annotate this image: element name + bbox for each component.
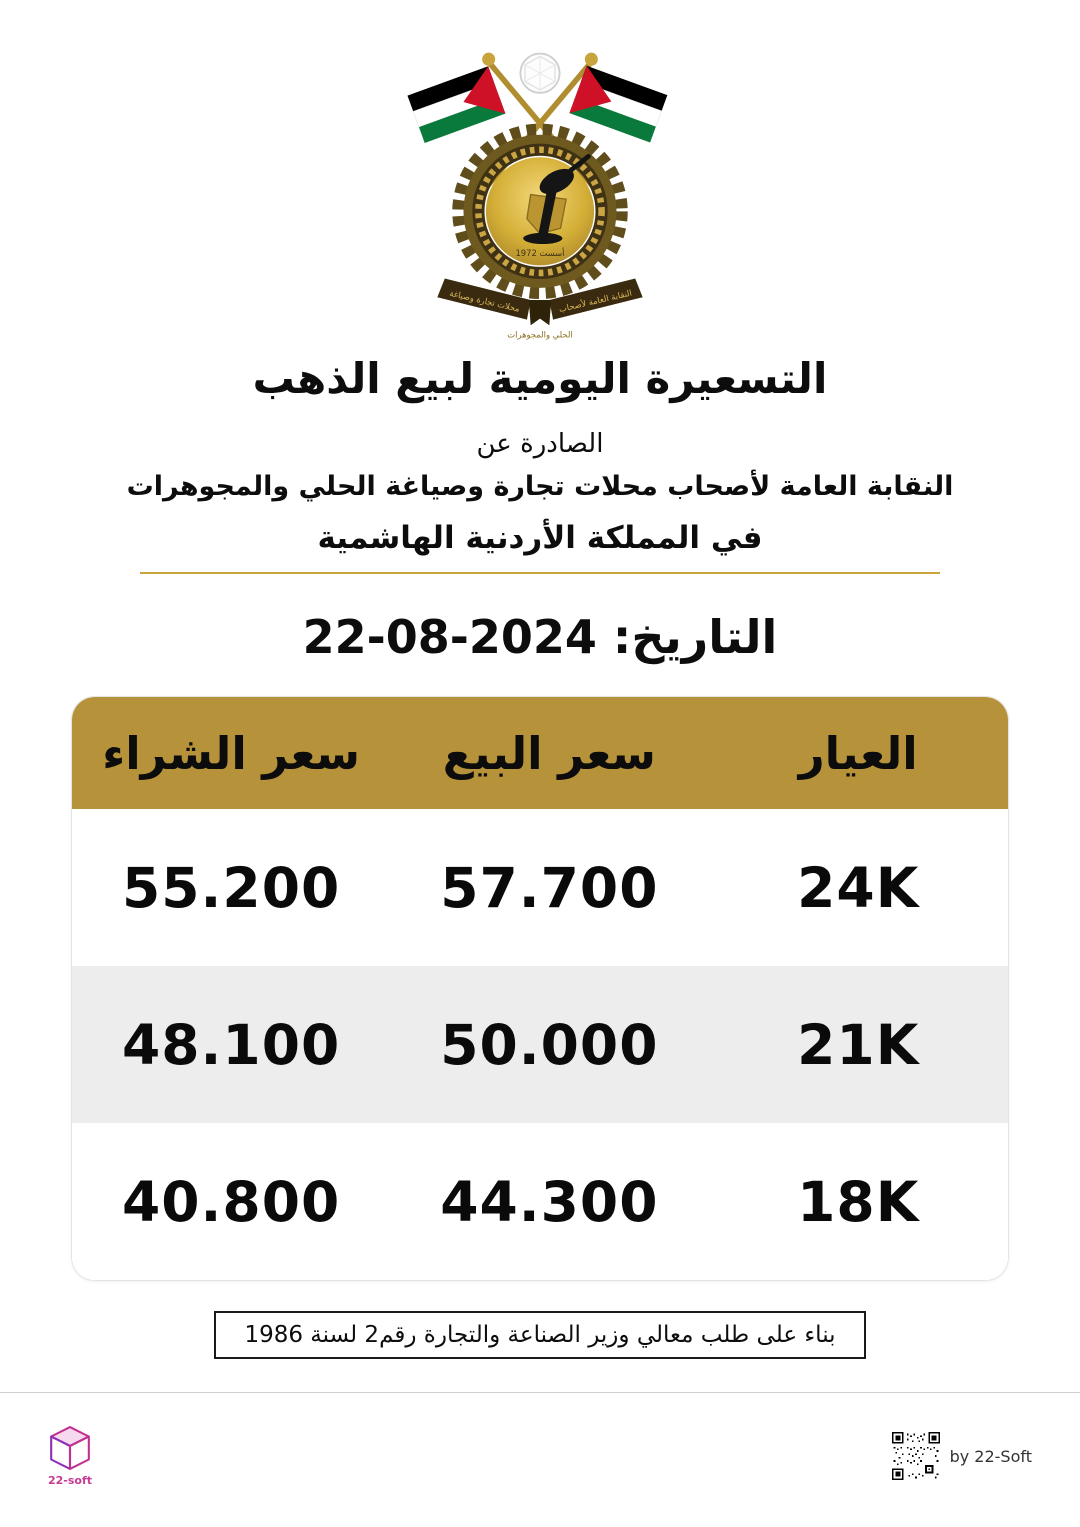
karat-value: 24K: [797, 855, 920, 920]
bottom-divider: [0, 1392, 1080, 1393]
karat-value: 21K: [797, 1012, 920, 1077]
page-title: التسعيرة اليومية لبيع الذهب: [252, 354, 828, 403]
ribbon-bottom-label: الحلي والمجوهرات: [507, 329, 573, 340]
ribbon-right-label: النقابة العامة لأصحاب: [557, 287, 633, 315]
bottom-bar: [0, 1406, 1080, 1506]
date-line: [0, 610, 1080, 664]
column-header-buy-price: سعر الشراء: [102, 726, 361, 780]
sell-price-value: 57.700: [440, 855, 659, 920]
sell-price-value: 50.000: [440, 1012, 659, 1077]
syndicate-emblem-icon: [390, 34, 690, 342]
sell-price-value: 44.300: [440, 1169, 659, 1234]
table-header-row: [72, 697, 1008, 809]
credit-label: by 22-Soft: [949, 1446, 1032, 1466]
cube-logo-icon: [49, 1425, 91, 1471]
table-row-24k: [72, 809, 1008, 966]
date-value: 22-08-2024: [302, 610, 597, 664]
date-label: التاريخ:: [612, 610, 778, 664]
buy-price-value: 48.100: [122, 1012, 341, 1077]
regulation-note: بناء على طلب معالي وزير الصناعة والتجارة رقم2 لسنة 1986: [214, 1311, 865, 1359]
brand-label: 22-soft: [48, 1474, 93, 1487]
gold-divider: [140, 572, 940, 574]
buy-price-value: 55.200: [122, 855, 341, 920]
buy-price-value: 40.800: [122, 1169, 341, 1234]
kingdom-line: في المملكة الأردنية الهاشمية: [317, 520, 763, 556]
qr-code-icon: [892, 1432, 940, 1480]
table-row-21k: [72, 966, 1008, 1123]
organization-name: النقابة العامة لأصحاب محلات تجارة وصياغة الحلي والمجوهرات: [126, 471, 954, 502]
logo: [0, 0, 1080, 342]
gear-emblem-icon: [460, 131, 621, 292]
credit: [892, 1432, 1032, 1480]
table-row-18k: [72, 1123, 1008, 1280]
column-header-karat: العيار: [798, 726, 918, 780]
karat-value: 18K: [797, 1169, 920, 1234]
jordan-flag-left-icon: [407, 66, 505, 143]
ribbon-left-label: محلات تجارة وصياغة: [448, 287, 521, 314]
price-table: [71, 696, 1009, 1281]
established-year-label: أسست 1972: [515, 248, 565, 259]
issued-by-line: الصادرة عن: [476, 429, 604, 459]
brand-logo: [48, 1425, 92, 1487]
diamond-icon: [520, 54, 559, 93]
jordan-flag-right-icon: [569, 66, 667, 143]
column-header-sell-price: سعر البيع: [442, 726, 656, 780]
